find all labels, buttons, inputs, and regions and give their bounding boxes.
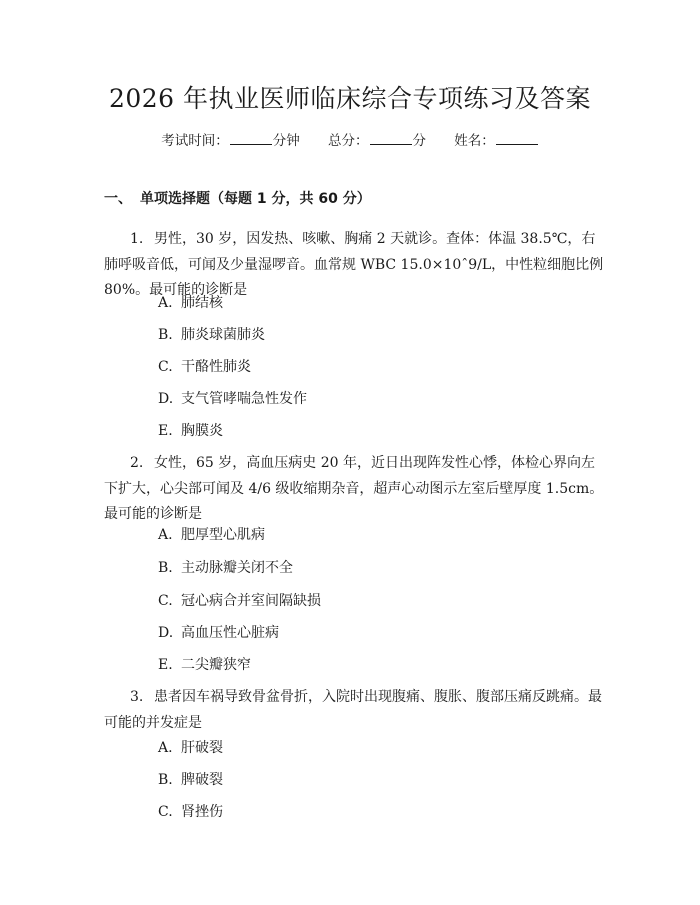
option-text: 冠心病合并室间隔缺损 bbox=[181, 593, 321, 609]
question-2-option-e bbox=[158, 654, 251, 676]
option-letter: A. bbox=[158, 527, 173, 543]
option-text: 脾破裂 bbox=[181, 772, 223, 788]
option-letter: E. bbox=[158, 657, 173, 673]
question-2-option-a bbox=[158, 524, 265, 546]
question-text: 男性，30 岁，因发热、咳嗽、胸痛 2 天就诊。查体：体温 38.5℃，右肺呼吸音低，可闻及少量湿啰音。血常规 WBC 15.0×10ˆ9/L，中性粒细胞比例 80%。最可能的诊断是 bbox=[104, 231, 604, 298]
option-text: 肝破裂 bbox=[181, 740, 223, 756]
option-letter: A. bbox=[158, 295, 173, 311]
question-text: 女性，65 岁，高血压病史 20 年，近日出现阵发性心悸，体检心界向左下扩大，心尖部可闻及 4/6 级收缩期杂音，超声心动图示左室后壁厚度 1.5cm。最可能的诊断是 bbox=[104, 455, 604, 522]
question-2-option-b bbox=[158, 557, 293, 579]
exam-time-label: 考试时间： bbox=[161, 133, 229, 149]
question-2 bbox=[104, 451, 604, 528]
name-label: 姓名： bbox=[454, 133, 495, 149]
option-text: 肺炎球菌肺炎 bbox=[181, 327, 265, 343]
name-blank bbox=[496, 131, 538, 145]
question-1-option-e bbox=[158, 420, 223, 442]
section-heading bbox=[104, 188, 371, 210]
option-text: 二尖瓣狭窄 bbox=[181, 657, 251, 673]
question-number: 3. bbox=[130, 689, 144, 705]
question-text: 患者因车祸导致骨盆骨折，入院时出现腹痛、腹胀、腹部压痛反跳痛。最可能的并发症是 bbox=[104, 689, 602, 731]
option-letter: A. bbox=[158, 740, 173, 756]
option-text: 高血压性心脏病 bbox=[181, 625, 279, 641]
option-text: 干酪性肺炎 bbox=[181, 359, 251, 375]
option-letter: B. bbox=[158, 560, 173, 576]
option-text: 肾挫伤 bbox=[181, 804, 223, 820]
option-text: 主动脉瓣关闭不全 bbox=[181, 560, 293, 576]
total-score-unit: 分 bbox=[412, 133, 426, 149]
question-3-option-a bbox=[158, 737, 223, 759]
question-number: 2. bbox=[130, 455, 144, 471]
option-text: 肺结核 bbox=[181, 295, 223, 311]
total-score-label: 总分： bbox=[328, 133, 369, 149]
section-title: 单项选择题（每题 1 分，共 60 分） bbox=[140, 191, 371, 207]
question-1-option-d bbox=[158, 388, 307, 410]
question-3 bbox=[104, 685, 604, 736]
option-letter: C. bbox=[158, 359, 173, 375]
name-field bbox=[454, 131, 539, 151]
option-letter: B. bbox=[158, 327, 173, 343]
question-3-option-b bbox=[158, 769, 223, 791]
option-letter: C. bbox=[158, 593, 173, 609]
question-1-option-a bbox=[158, 292, 223, 314]
option-text: 支气管哮喘急性发作 bbox=[181, 391, 307, 407]
total-score-blank bbox=[370, 131, 412, 145]
question-number: 1. bbox=[130, 231, 144, 247]
option-letter: D. bbox=[158, 625, 174, 641]
page-title: 2026 年执业医师临床综合专项练习及答案 bbox=[108, 84, 592, 113]
section-number: 一、 bbox=[104, 191, 132, 207]
option-letter: D. bbox=[158, 391, 174, 407]
option-text: 胸膜炎 bbox=[181, 423, 223, 439]
total-score-field bbox=[328, 131, 426, 151]
option-letter: E. bbox=[158, 423, 173, 439]
option-text: 肥厚型心肌病 bbox=[181, 527, 265, 543]
option-letter: C. bbox=[158, 804, 173, 820]
question-1-option-c bbox=[158, 356, 251, 378]
question-1-option-b bbox=[158, 324, 265, 346]
exam-time-unit: 分钟 bbox=[272, 133, 300, 149]
question-2-option-d bbox=[158, 622, 279, 644]
question-3-option-c bbox=[158, 801, 223, 823]
option-letter: B. bbox=[158, 772, 173, 788]
exam-time-field bbox=[161, 131, 300, 151]
exam-info-line bbox=[0, 131, 700, 151]
exam-time-blank bbox=[230, 131, 272, 145]
question-2-option-c bbox=[158, 590, 321, 612]
